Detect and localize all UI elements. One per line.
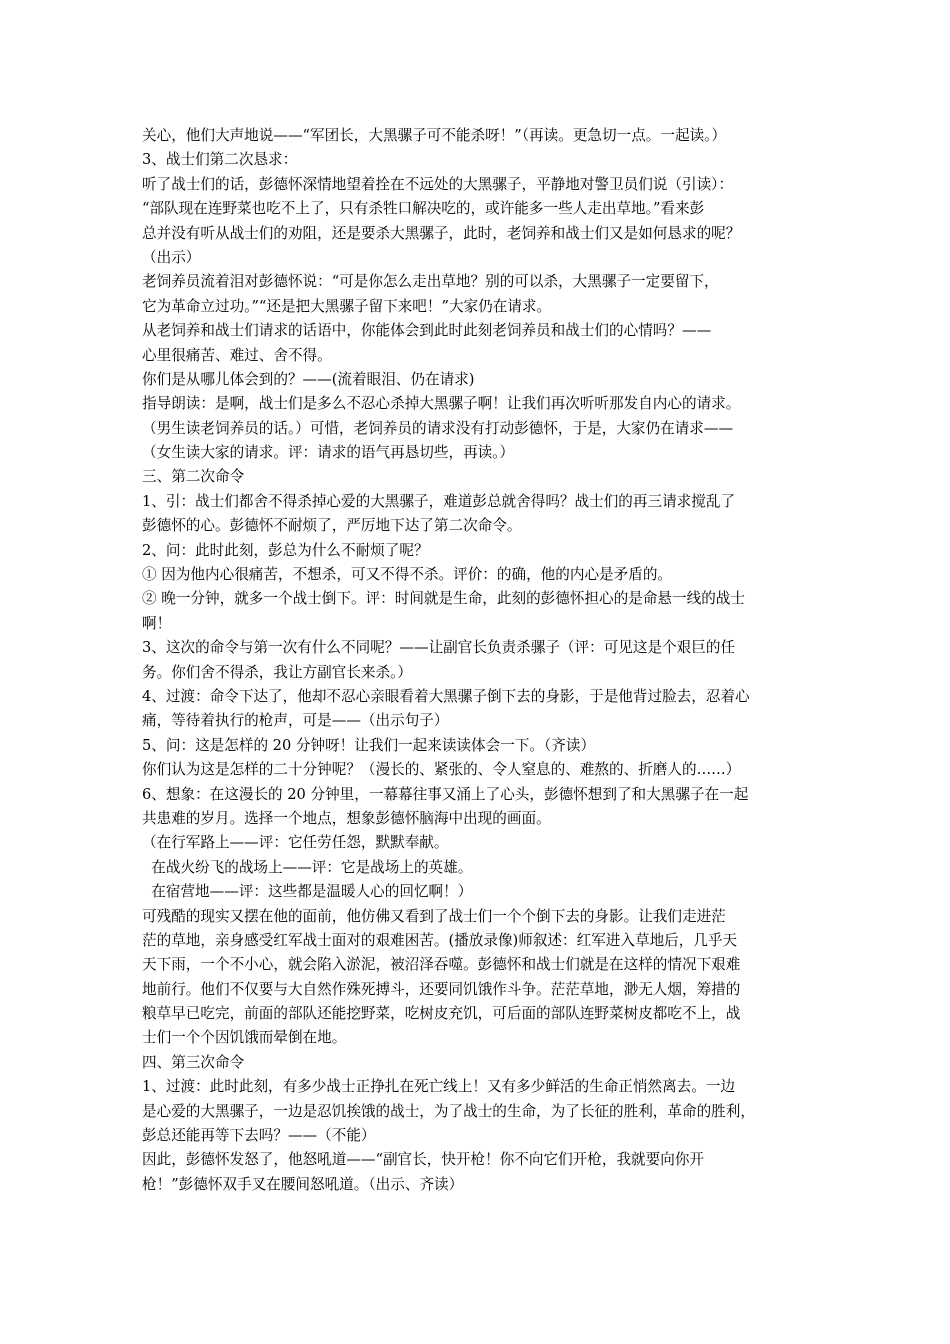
text-line: 枪！”彭德怀双手叉在腰间怒吼道。（出示、齐读） <box>142 1175 464 1193</box>
text-line: 你们是从哪儿体会到的？——(流着眼泪、仍在请求) <box>142 370 475 388</box>
text-line: 1、过渡：此时此刻，有多少战士正挣扎在死亡线上！又有多少鲜活的生命正悄然离去。一边 <box>142 1078 736 1096</box>
text-line: 3、这次的命令与第一次有什么不同呢？——让副官长负责杀骡子（评：可见这是个艰巨的任 <box>142 639 736 657</box>
text-line: 三、第二次命令 <box>142 468 245 486</box>
text-line: 它为革命立过功。”“还是把大黑骡子留下来吧！”大家仍在请求。 <box>142 297 552 315</box>
text-line: 地前行。他们不仅要与大自然作殊死搏斗，还要同饥饿作斗争。茫茫草地，渺无人烟，筹措的 <box>142 980 741 998</box>
text-line: 啊！ <box>142 614 172 632</box>
text-line: 心里很痛苦、难过、舍不得。 <box>142 346 332 364</box>
text-line: 在宿营地——评：这些都是温暖人心的回忆啊！） <box>142 883 473 901</box>
text-line: 彭德怀的心。彭德怀不耐烦了，严厉地下达了第二次命令。 <box>142 517 522 535</box>
text-line: 5、问：这是怎样的 20 分钟呀！让我们一起来读读体会一下。（齐读） <box>142 736 596 754</box>
text-line: 4、过渡：命令下达了，他却不忍心亲眼看着大黑骡子倒下去的身影，于是他背过脸去，忍着心 <box>142 687 750 705</box>
text-line: 是心爱的大黑骡子，一边是忍饥挨饿的战士，为了战士的生命，为了长征的胜利，革命的胜利， <box>142 1102 755 1120</box>
text-line: 在战火纷飞的战场上——评：它是战场上的英雄。 <box>142 858 473 876</box>
text-line: 3、战士们第二次恳求： <box>142 151 298 169</box>
text-line: 指导朗读：是啊，战士们是多么不忍心杀掉大黑骡子啊！让我们再次听听那发自内心的请求。 <box>142 395 741 413</box>
text-line: 士们一个个因饥饿而晕倒在地。 <box>142 1029 347 1047</box>
text-line: 从老饲养和战士们请求的话语中，你能体会到此时此刻老饲养员和战士们的心情吗？—— <box>142 322 712 340</box>
text-line: 可残酷的现实又摆在他的面前，他仿佛又看到了战士们一个个倒下去的身影。让我们走进茫 <box>142 907 726 925</box>
text-line: 你们认为这是怎样的二十分钟呢？（漫长的、紧张的、令人窒息的、难熬的、折磨人的……） <box>142 761 741 779</box>
text-line: 务。你们舍不得杀，我让方副官长来杀。） <box>142 663 412 681</box>
text-line: 共患难的岁月。选择一个地点，想象彭德怀脑海中出现的画面。 <box>142 809 551 827</box>
text-line: 粮草早已吃完，前面的部队还能挖野菜，吃树皮充饥，可后面的部队连野菜树皮都吃不上，战 <box>142 1005 741 1023</box>
text-line: （女生读大家的请求。评：请求的语气再恳切些，再读。） <box>142 444 515 462</box>
text-line: 关心，他们大声地说——“军团长，大黑骡子可不能杀呀！”（再读。更急切一点。一起读。） <box>142 127 727 144</box>
document-body <box>142 124 812 1197</box>
text-line: 四、第三次命令 <box>142 1053 245 1071</box>
text-line: 天下雨，一个不小心，就会陷入淤泥，被沼泽吞噬。彭德怀和战士们就是在这样的情况下艰难 <box>142 956 741 974</box>
text-line: 1、引：战士们都舍不得杀掉心爱的大黑骡子，难道彭总就舍得吗？战士们的再三请求搅乱了 <box>142 492 736 510</box>
text-line: “部队现在连野菜也吃不上了，只有杀牲口解决吃的，或许能多一些人走出草地。”看来彭 <box>142 200 705 218</box>
text-line: （在行军路上——评：它任劳任怨，默默奉献。 <box>142 834 449 852</box>
text-line: ② 晚一分钟，就多一个战士倒下。评：时间就是生命，此刻的彭德怀担心的是命悬一线的战士 <box>142 590 745 608</box>
text-line: 老饲养员流着泪对彭德怀说：“可是你怎么走出草地？别的可以杀，大黑骡子一定要留下， <box>142 273 719 291</box>
text-line: 茫的草地，亲身感受红军战士面对的艰难困苦。(播放录像)师叙述：红军进入草地后，几乎天 <box>142 931 738 949</box>
text-line: 痛，等待着执行的枪声，可是——（出示句子） <box>142 712 449 730</box>
text-line: 因此，彭德怀发怒了，他怒吼道——“副官长，快开枪！你不向它们开枪，我就要向你开 <box>142 1151 705 1169</box>
text-line: （出示） <box>142 248 201 266</box>
text-line: （男生读老饲养员的话。）可惜，老饲养员的请求没有打动彭德怀，于是，大家仍在请求—— <box>142 419 734 437</box>
text-line: ① 因为他内心很痛苦，不想杀，可又不得不杀。评价：的确，他的内心是矛盾的。 <box>142 566 673 584</box>
text-line: 听了战士们的话，彭德怀深情地望着拴在不远处的大黑骡子，平静地对警卫员们说（引读）： <box>142 175 734 193</box>
text-line: 彭总还能再等下去吗？——（不能） <box>142 1127 376 1145</box>
text-line: 2、问：此时此刻，彭总为什么不耐烦了呢？ <box>142 541 429 559</box>
text-line: 6、想象：在这漫长的 20 分钟里，一幕幕往事又涌上了心头，彭德怀想到了和大黑骡子在一起 <box>142 785 749 803</box>
text-line: 总并没有听从战士们的劝阻，还是要杀大黑骡子，此时，老饲养和战士们又是如何恳求的呢？ <box>142 224 741 242</box>
